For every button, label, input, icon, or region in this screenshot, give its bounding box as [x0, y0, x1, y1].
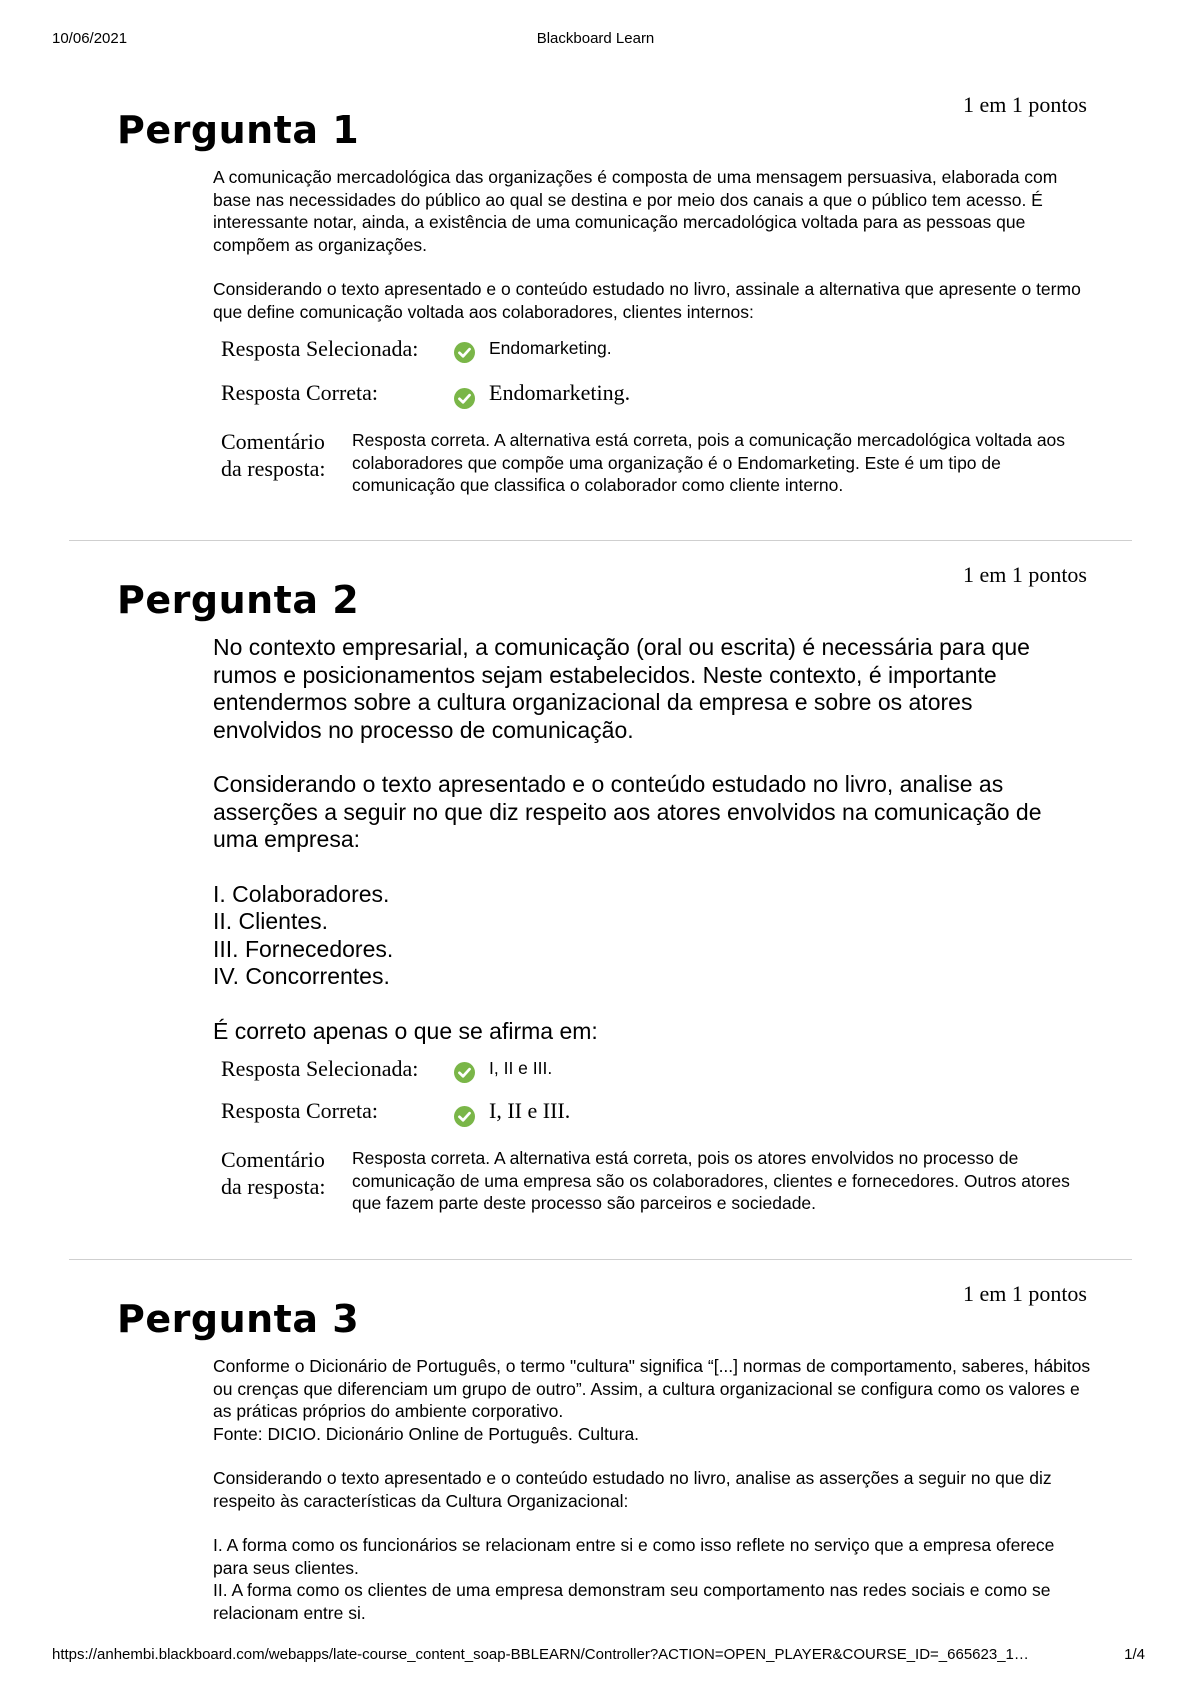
question-source: Fonte: DICIO. Dicionário Online de Português. Cultura. — [213, 1423, 640, 1444]
selected-answer-value: I, II e III. — [489, 1058, 553, 1078]
question-title: Pergunta 3 — [117, 1297, 360, 1341]
list-item: II. A forma como os clientes de uma empresa demonstram seu comportamento nas redes sociais e como se relacionam entre si. — [213, 1580, 1051, 1623]
correct-answer-value: Endomarketing. — [489, 380, 631, 405]
question-points: 1 em 1 pontos — [962, 1281, 1087, 1306]
question-title: Pergunta 2 — [117, 578, 360, 622]
question-title: Pergunta 1 — [117, 108, 360, 152]
correct-answer-value: I, II e III. — [489, 1098, 571, 1123]
list-item: IV. Concorrentes. — [213, 963, 390, 989]
footer-url: https://anhembi.blackboard.com/webapps/late-course_content_soap-BBLEARN/Controller?ACTION=OPEN_PLAYER&COURSE_ID=_665623_1… — [52, 1646, 1029, 1663]
question-divider — [69, 1259, 1132, 1260]
question-points: 1 em 1 pontos — [962, 92, 1087, 117]
comment-label — [221, 1146, 325, 1200]
question-paragraph: A comunicação mercadológica das organizações é composta de uma mensagem persuasiva, elaborada com base nas necessidades do público ao qual se destina e por meio dos canais a que o público tem acesso. É interessante notar, ainda, a existência de uma comunicação mercadológica voltada para as pessoas que compõem as organizações. — [213, 167, 1058, 255]
question-paragraph: Considerando o texto apresentado e o conteúdo estudado no livro, analise as asserções a seguir no que diz respeito aos atores envolvidos na comunicação de uma empresa: — [213, 771, 1042, 852]
check-icon — [454, 342, 475, 363]
comment-label-line: Comentário — [221, 1147, 325, 1172]
selected-answer-label: Resposta Selecionada: — [221, 1056, 419, 1081]
question-paragraph: Considerando o texto apresentado e o conteúdo estudado no livro, analise as asserções a seguir no que diz respeito às características da Cultura Organizacional: — [213, 1468, 1052, 1511]
list-item: II. Clientes. — [213, 908, 329, 934]
comment-label-line: da resposta: — [221, 1174, 326, 1199]
check-icon — [454, 388, 475, 409]
question-paragraph: No contexto empresarial, a comunicação (oral ou escrita) é necessária para que rumos e posicionamentos sejam estabelecidos. Neste contexto, é importante entendermos sobre a cultura organizacional da empresa e sobre os atores envolvidos no processo de comunicação. — [213, 634, 1030, 743]
question-text — [213, 1355, 1093, 1624]
check-icon-circle — [454, 1062, 475, 1083]
question-text — [213, 634, 1083, 1045]
question-paragraph: Considerando o texto apresentado e o conteúdo estudado no livro, assinale a alternativa que apresente o termo que define comunicação voltada aos colaboradores, clientes internos: — [213, 279, 1081, 322]
question-prompt: É correto apenas o que se afirma em: — [213, 1017, 598, 1044]
correct-answer-label: Resposta Correta: — [221, 1098, 379, 1123]
check-icon-circle — [454, 342, 475, 363]
comment-text: Resposta correta. A alternativa está correta, pois a comunicação mercadológica voltada aos colaboradores que compõe uma organização é o Endomarketing. Este é um tipo de comunicação que classifica o colaborador como cliente interno. — [352, 430, 1066, 495]
check-icon — [454, 1062, 475, 1083]
page-number: 1/4 — [1124, 1646, 1145, 1663]
question-paragraph: Conforme o Dicionário de Português, o termo "cultura" significa “[...] normas de comportamento, saberes, hábitos ou crenças que diferenciam um grupo de outro”. Assim, a cultura organizacional se configura como os valores e as práticas próprios do ambiente corporativo. — [213, 1356, 1091, 1421]
list-item: I. Colaboradores. — [213, 880, 390, 907]
check-icon — [454, 1106, 475, 1127]
question-points: 1 em 1 pontos — [962, 562, 1087, 587]
list-item: I. A forma como os funcionários se relacionam entre si e como isso reflete no serviço que a empresa oferece para seus clientes. — [213, 1535, 1055, 1578]
list-item: III. Fornecedores. — [213, 935, 394, 962]
comment-label-line: Comentário — [221, 429, 325, 454]
print-title: Blackboard Learn — [536, 30, 655, 47]
question-divider — [69, 540, 1132, 541]
selected-answer-label: Resposta Selecionada: — [221, 336, 419, 361]
comment-text: Resposta correta. A alternativa está correta, pois os atores envolvidos no processo de comunicação de uma empresa são os colaboradores, clientes e fornecedores. Outros atores que fazem parte deste processo são parceiros e sociedade. — [352, 1148, 1070, 1213]
check-icon-circle — [454, 1106, 475, 1127]
check-icon-circle — [454, 388, 475, 409]
comment-label-line: da resposta: — [221, 456, 326, 481]
print-date: 10/06/2021 — [52, 30, 128, 47]
selected-answer-value: Endomarketing. — [489, 338, 612, 358]
question-text — [213, 166, 1093, 323]
correct-answer-label: Resposta Correta: — [221, 380, 379, 405]
comment-label — [221, 428, 325, 482]
